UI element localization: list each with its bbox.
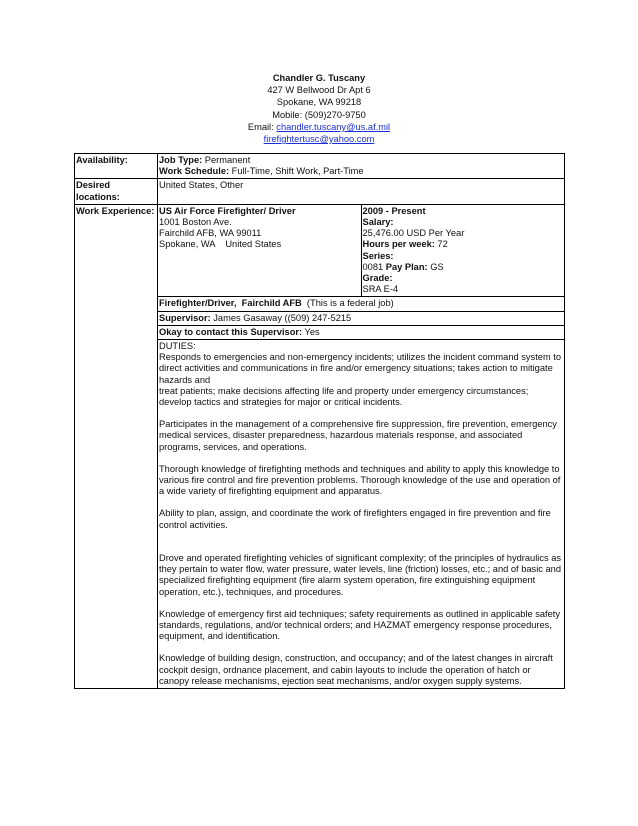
contact-supervisor-value: Yes — [302, 326, 320, 337]
duties-paragraph-4: Ability to plan, assign, and coordinate the work of firefighters engaged in fire prevention and fire control activities. — [159, 508, 551, 530]
pay-plan-value: GS — [427, 261, 444, 272]
pay-plan-label: Pay Plan: — [383, 261, 428, 272]
duties-heading: DUTIES: — [159, 341, 196, 352]
duties-paragraph-7: Knowledge of building design, construction, and occupancy; and of the latest changes in aircraft cockpit design, ordnance placement, and cabin layouts to include the operation of hatch or canopy release mechanisms, ejection seat mechanisms, and/or oxygen supply systems. — [159, 653, 553, 686]
work-schedule-value: Full-Time, Shift Work, Part-Time — [229, 166, 364, 177]
employer-info — [158, 204, 362, 297]
duties-paragraph-5: Drove and operated firefighting vehicles of significant complexity; of the principles of hydraulics as they pertain to water flow, water pressure, water levels, line (friction) losses, etc.; and of basic and specialized firefighting equipment (fire alarm system operation, fire extinguishing equipment operation, etc.), techniques, and procedures. — [159, 552, 562, 597]
series-label: Series: — [362, 250, 394, 261]
duties-paragraph-1: Responds to emergencies and non-emergency incidents; utilizes the incident command system to direct activities and communications in fire and/or emergency situations; takes action to mitigate hazards and — [159, 352, 562, 385]
job-title: US Air Force Firefighter/ Driver — [159, 205, 296, 216]
contact-header — [0, 72, 638, 145]
duties-paragraph-1b: treat patients; make decisions affecting life and property under emergency circumstances; develop tactics and strategies for major or critical incidents. — [159, 385, 529, 408]
hours-value: 72 — [434, 239, 448, 250]
supervisor-value: James Gasaway ((509) 247-5215 — [210, 312, 352, 323]
contact-supervisor-label: Okay to contact this Supervisor: — [159, 326, 303, 337]
resume-table — [74, 153, 565, 689]
locations-label: Desired locations: — [75, 179, 158, 204]
availability-label: Availability: — [75, 154, 158, 179]
federal-job-note: (This is a federal job) — [301, 298, 394, 309]
mobile-phone: Mobile: (509)270-9750 — [272, 109, 366, 120]
work-schedule-label: Work Schedule: — [159, 166, 230, 177]
supervisor-label: Supervisor: — [159, 312, 211, 323]
salary-label: Salary: — [362, 217, 394, 228]
position-title: Firefighter/Driver, Fairchild AFB — [159, 298, 302, 309]
salary-value: 25,476.00 USD Per Year — [362, 228, 465, 239]
job-type-value: Permanent — [202, 155, 251, 165]
duties-paragraph-2: Participates in the management of a comprehensive fire suppression, fire prevention, emergency medical services, disaster preparedness, hazardous materials response, and associated programs, services, and operations. — [159, 419, 557, 452]
job-summary-column — [361, 204, 565, 297]
hours-label: Hours per week: — [362, 239, 435, 250]
employer-address-3: Spokane, WA United States — [159, 239, 282, 250]
email-link-primary[interactable]: chandler.tuscany@us.af.mil — [276, 121, 391, 132]
address-line-2: Spokane, WA 99218 — [276, 97, 362, 108]
duties-paragraph-3: Thorough knowledge of firefighting methods and techniques and ability to apply this knowledge to various fire control and fire prevention problems. Thorough knowledge of the use and operation of a wide variety of firefighting equipment and apparatus. — [159, 463, 561, 497]
availability-row — [75, 154, 565, 179]
grade-value: SRA E-4 — [362, 284, 399, 295]
experience-label: Work Experience: — [75, 204, 158, 688]
email-label: Email: — [247, 121, 277, 132]
email-link-secondary[interactable]: firefightertusc@yahoo.com — [263, 134, 375, 145]
job-type-label: Job Type: — [159, 155, 203, 165]
address-line-1: 427 W Bellwood Dr Apt 6 — [267, 85, 371, 96]
availability-details — [158, 154, 565, 179]
locations-row — [75, 179, 565, 204]
locations-value: United States, Other — [158, 179, 565, 204]
experience-row — [75, 204, 565, 297]
job-dates: 2009 - Present — [362, 205, 426, 216]
candidate-name: Chandler G. Tuscany — [272, 73, 366, 83]
series-value: 0081 — [362, 261, 384, 272]
email-line — [0, 121, 638, 133]
employer-address-2: Fairchild AFB, WA 99011 — [159, 228, 262, 239]
duties-paragraph-6: Knowledge of emergency first aid techniques; safety requirements as outlined in applicable safety standards, regulations, and/or technical orders; and HAZMAT emergency response procedures, equipment, and identification. — [159, 608, 561, 642]
grade-label: Grade: — [362, 273, 393, 284]
employer-address-1: 1001 Boston Ave. — [159, 217, 232, 228]
duties-section — [158, 340, 565, 689]
